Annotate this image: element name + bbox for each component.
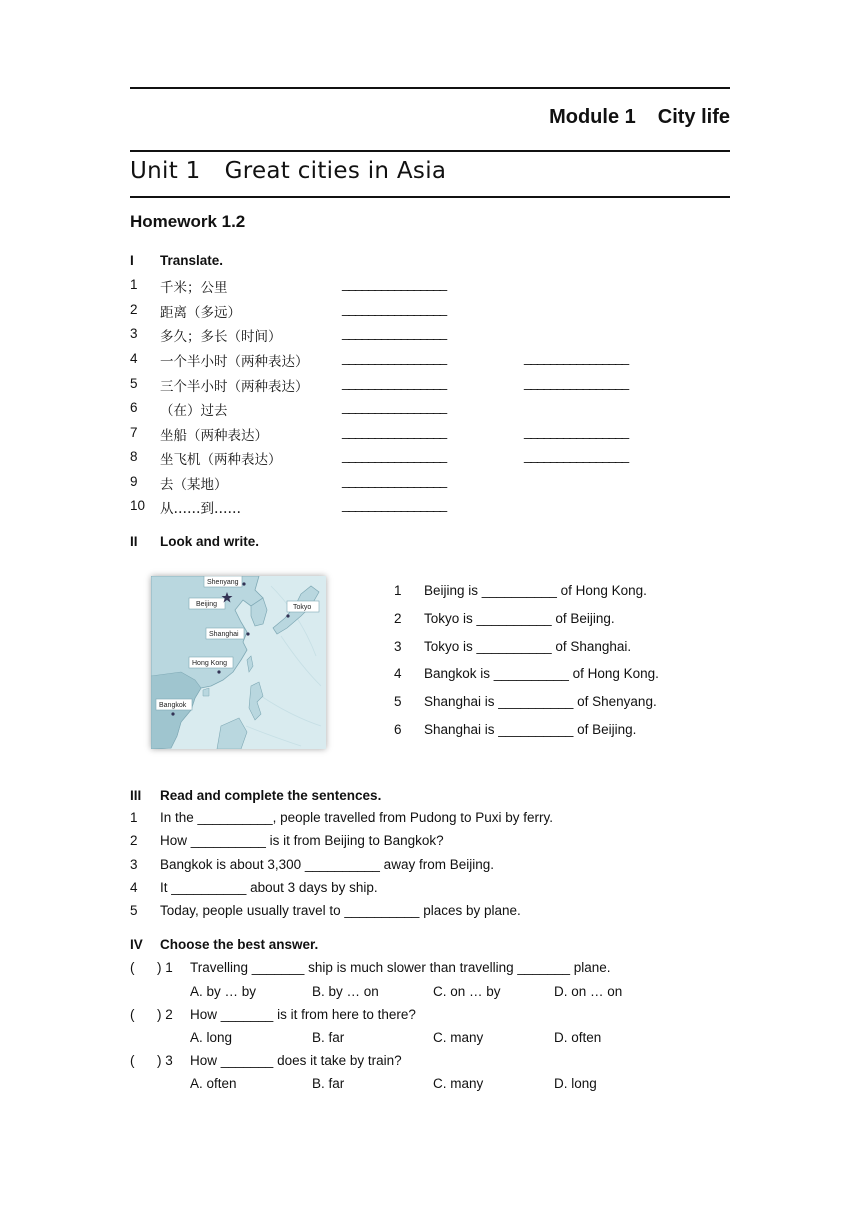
item-number: 3 (130, 326, 138, 341)
unit-heading (130, 158, 446, 184)
answer-blank-second[interactable]: ________________ (524, 375, 629, 390)
question-stem: How _______ does it take by train? (190, 1053, 402, 1068)
module-heading (130, 106, 730, 129)
item-number: 1 (130, 277, 138, 292)
item-prompt: 一个半小时（两种表达） (160, 354, 309, 370)
unit-label: Unit 1 (130, 158, 201, 184)
answer-blank-second[interactable]: ________________ (524, 424, 629, 439)
answer-blank-second[interactable]: ________________ (524, 350, 629, 365)
item-prompt: 多久；多长（时间） (160, 329, 282, 345)
item-number: 4 (394, 666, 402, 681)
item-sentence: How __________ is it from Beijing to Bangkok? (160, 833, 444, 848)
question-stem: Travelling _______ ship is much slower than travelling _______ plane. (190, 960, 611, 975)
answer-blank[interactable]: ________________ (342, 424, 447, 439)
answer-blank[interactable]: ________________ (342, 473, 447, 488)
map-label-beijing: Beijing (196, 601, 218, 608)
item-number: 6 (394, 722, 402, 737)
option-c[interactable]: C. many (433, 1076, 484, 1091)
option-a[interactable]: A. often (190, 1076, 237, 1091)
question-number: ) 1 (157, 960, 173, 975)
unit-rule-bottom (130, 196, 730, 198)
unit-rule-top (130, 150, 730, 152)
answer-blank[interactable]: ________________ (342, 375, 447, 390)
module-label: Module 1 (549, 106, 636, 128)
section-1-numeral: I (130, 253, 134, 268)
section-1-title: Translate. (160, 253, 224, 268)
question-number: ) 3 (157, 1053, 173, 1068)
answer-blank-second[interactable]: ________________ (524, 448, 629, 463)
item-sentence: Beijing is __________ of Hong Kong. (424, 583, 647, 598)
item-number: 2 (394, 611, 402, 626)
item-number: 2 (130, 302, 138, 317)
item-sentence: Tokyo is __________ of Beijing. (424, 611, 615, 626)
option-b[interactable]: B. by … on (312, 984, 379, 999)
item-number: 4 (130, 880, 138, 895)
item-sentence: Tokyo is __________ of Shanghai. (424, 639, 632, 654)
item-prompt: 坐船（两种表达） (160, 428, 268, 444)
option-a[interactable]: A. by … by (190, 984, 257, 999)
answer-blank[interactable]: ________________ (342, 399, 447, 414)
question-number: ) 2 (157, 1007, 173, 1022)
answer-blank[interactable]: ________________ (342, 497, 447, 512)
item-number: 9 (130, 474, 138, 489)
unit-title: Great cities in Asia (224, 158, 447, 184)
section-3-title: Read and complete the sentences. (160, 788, 382, 803)
answer-blank[interactable]: ________________ (342, 448, 447, 463)
item-sentence: In the __________, people travelled from Pudong to Puxi by ferry. (160, 810, 554, 825)
option-d[interactable]: D. often (554, 1030, 602, 1045)
item-prompt: （在）过去 (160, 403, 228, 419)
option-b[interactable]: B. far (312, 1030, 345, 1045)
answer-blank[interactable]: ________________ (342, 301, 447, 316)
item-number: 5 (130, 376, 138, 391)
item-number: 4 (130, 351, 138, 366)
map-label-bangkok: Bangkok (159, 702, 187, 709)
item-prompt: 去（某地） (160, 477, 228, 493)
item-sentence: Shanghai is __________ of Beijing. (424, 722, 637, 737)
answer-blank[interactable]: ________________ (342, 276, 447, 291)
item-number: 1 (394, 583, 402, 598)
section-2-numeral: II (130, 534, 138, 549)
item-number: 3 (394, 639, 402, 654)
module-title: City life (657, 106, 730, 128)
map-label-shenyang: Shenyang (207, 579, 239, 586)
answer-paren[interactable]: ( (130, 1053, 135, 1068)
answer-blank[interactable]: ________________ (342, 350, 447, 365)
section-3-numeral: III (130, 788, 142, 803)
item-number: 8 (130, 449, 138, 464)
item-sentence: Bangkok is about 3,300 __________ away from Beijing. (160, 857, 494, 872)
asia-map (151, 576, 326, 749)
map-label-hong-kong: Hong Kong (192, 660, 228, 667)
item-prompt: 坐飞机（两种表达） (160, 452, 282, 468)
answer-paren[interactable]: ( (130, 960, 135, 975)
answer-blank[interactable]: ________________ (342, 325, 447, 340)
item-number: 5 (130, 903, 138, 918)
answer-paren[interactable]: ( (130, 1007, 135, 1022)
item-number: 1 (130, 810, 138, 825)
item-sentence: Today, people usually travel to __________ places by plane. (160, 903, 521, 918)
item-prompt: 从……到…… (160, 501, 241, 517)
option-c[interactable]: C. many (433, 1030, 484, 1045)
item-number: 7 (130, 425, 138, 440)
map-graphic (151, 576, 326, 749)
item-number: 5 (394, 694, 402, 709)
option-c[interactable]: C. on … by (433, 984, 501, 999)
item-number: 3 (130, 857, 138, 872)
item-prompt: 距离（多远） (160, 305, 241, 321)
item-sentence: It __________ about 3 days by ship. (160, 880, 378, 895)
item-prompt: 三个半小时（两种表达） (160, 379, 309, 395)
item-number: 6 (130, 400, 138, 415)
item-prompt: 千米；公里 (160, 280, 228, 296)
map-label-tokyo: Tokyo (293, 604, 312, 611)
question-stem: How _______ is it from here to there? (190, 1007, 416, 1022)
section-4-title: Choose the best answer. (160, 937, 319, 952)
item-sentence: Bangkok is __________ of Hong Kong. (424, 666, 659, 681)
top-rule (130, 87, 730, 89)
section-4-numeral: IV (130, 937, 143, 952)
homework-title: Homework 1.2 (130, 212, 246, 231)
section-2-title: Look and write. (160, 534, 260, 549)
item-sentence: Shanghai is __________ of Shenyang. (424, 694, 657, 709)
item-number: 2 (130, 833, 138, 848)
option-a[interactable]: A. long (190, 1030, 233, 1045)
item-number: 10 (130, 498, 146, 513)
map-label-shanghai: Shanghai (209, 631, 239, 638)
option-d[interactable]: D. long (554, 1076, 597, 1091)
option-b[interactable]: B. far (312, 1076, 345, 1091)
option-d[interactable]: D. on … on (554, 984, 623, 999)
